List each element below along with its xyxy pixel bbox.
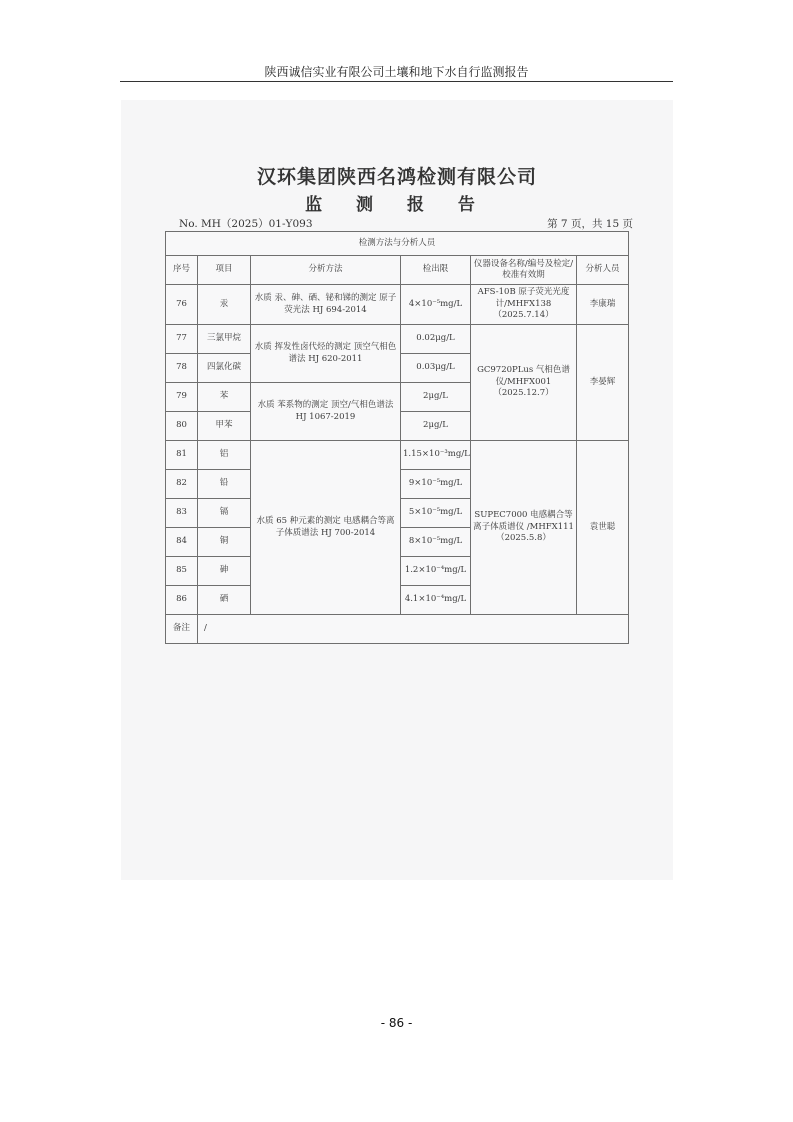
- remark-value: /: [198, 615, 629, 644]
- table-header-row: [166, 256, 629, 285]
- row-seq: 86: [166, 586, 198, 615]
- table-row: [166, 325, 629, 354]
- remark-row: [166, 615, 629, 644]
- page-info: 第 7 页，共 15 页: [547, 218, 633, 230]
- table-row: [166, 285, 629, 325]
- row-seq: 77: [166, 325, 198, 354]
- page-number: - 86 -: [380, 1016, 413, 1030]
- row-item: 苯: [198, 383, 251, 412]
- row-item: 硒: [198, 586, 251, 615]
- row-item: 三氯甲烷: [198, 325, 251, 354]
- scanned-report-page: [121, 100, 673, 880]
- row-limit: 0.02μg/L: [401, 325, 471, 354]
- row-limit: 5×10⁻⁵mg/L: [401, 499, 471, 528]
- row-limit: 4×10⁻⁵mg/L: [401, 285, 471, 325]
- row-item: 铜: [198, 528, 251, 557]
- remark-label: 备注: [166, 615, 198, 644]
- method-mercury: 水质 汞、砷、硒、铋和锑的测定 原子荧光法 HJ 694-2014: [251, 285, 401, 325]
- report-title: 监 测 报 告: [305, 195, 489, 215]
- method-benzenes: 水质 苯系物的测定 顶空/气相色谱法 HJ 1067-2019: [251, 383, 401, 441]
- analyst-mercury: 李康瑞: [577, 285, 629, 325]
- row-seq: 78: [166, 354, 198, 383]
- row-seq: 83: [166, 499, 198, 528]
- row-item: 砷: [198, 557, 251, 586]
- row-item: 铝: [198, 441, 251, 470]
- methods-table: [165, 231, 629, 644]
- row-limit: 1.2×10⁻⁴mg/L: [401, 557, 471, 586]
- row-limit: 0.03μg/L: [401, 354, 471, 383]
- row-seq: 80: [166, 412, 198, 441]
- header-item: 项目: [198, 256, 251, 285]
- row-seq: 85: [166, 557, 198, 586]
- header-rule: [120, 81, 673, 82]
- header-limit: 检出限: [401, 256, 471, 285]
- row-item: 甲苯: [198, 412, 251, 441]
- header-seq: 序号: [166, 256, 198, 285]
- row-limit: 8×10⁻⁵mg/L: [401, 528, 471, 557]
- instrument-gc: GC9720PLus 气相色谱仪/MHFX001 （2025.12.7）: [471, 325, 577, 441]
- instrument-icpms: SUPEC7000 电感耦合等离子体质谱仪 /MHFX111（2025.5.8）: [471, 441, 577, 615]
- row-item: 铅: [198, 470, 251, 499]
- row-seq: 76: [166, 285, 198, 325]
- row-item: 镉: [198, 499, 251, 528]
- header-instrument: 仪器设备名称/编号及检定/校准有效期: [471, 256, 577, 285]
- report-number: No. MH（2025）01-Y093: [179, 218, 313, 230]
- row-seq: 84: [166, 528, 198, 557]
- table-title: 检测方法与分析人员: [166, 232, 629, 256]
- row-seq: 82: [166, 470, 198, 499]
- header-method: 分析方法: [251, 256, 401, 285]
- row-item: 四氯化碳: [198, 354, 251, 383]
- row-limit: 2μg/L: [401, 412, 471, 441]
- row-seq: 79: [166, 383, 198, 412]
- row-seq: 81: [166, 441, 198, 470]
- table-row: [166, 441, 629, 470]
- table-title-row: [166, 232, 629, 256]
- header-analyst: 分析人员: [577, 256, 629, 285]
- method-icpms: 水质 65 种元素的测定 电感耦合等离子体质谱法 HJ 700-2014: [251, 441, 401, 615]
- row-limit: 9×10⁻⁵mg/L: [401, 470, 471, 499]
- row-item: 汞: [198, 285, 251, 325]
- company-name: 汉环集团陕西名鸿检测有限公司: [256, 166, 537, 188]
- row-limit: 1.15×10⁻³mg/L: [401, 441, 471, 470]
- analyst-gc: 李晏辉: [577, 325, 629, 441]
- row-limit: 4.1×10⁻⁴mg/L: [401, 586, 471, 615]
- method-halocarbons: 水质 挥发性卤代烃的测定 顶空气相色谱法 HJ 620-2011: [251, 325, 401, 383]
- running-header: 陕西诚信实业有限公司土壤和地下水自行监测报告: [264, 65, 529, 79]
- row-limit: 2μg/L: [401, 383, 471, 412]
- analyst-icpms: 袁世聪: [577, 441, 629, 615]
- instrument-afs: AFS-10B 原子荧光光度计/MHFX138 （2025.7.14）: [471, 285, 577, 325]
